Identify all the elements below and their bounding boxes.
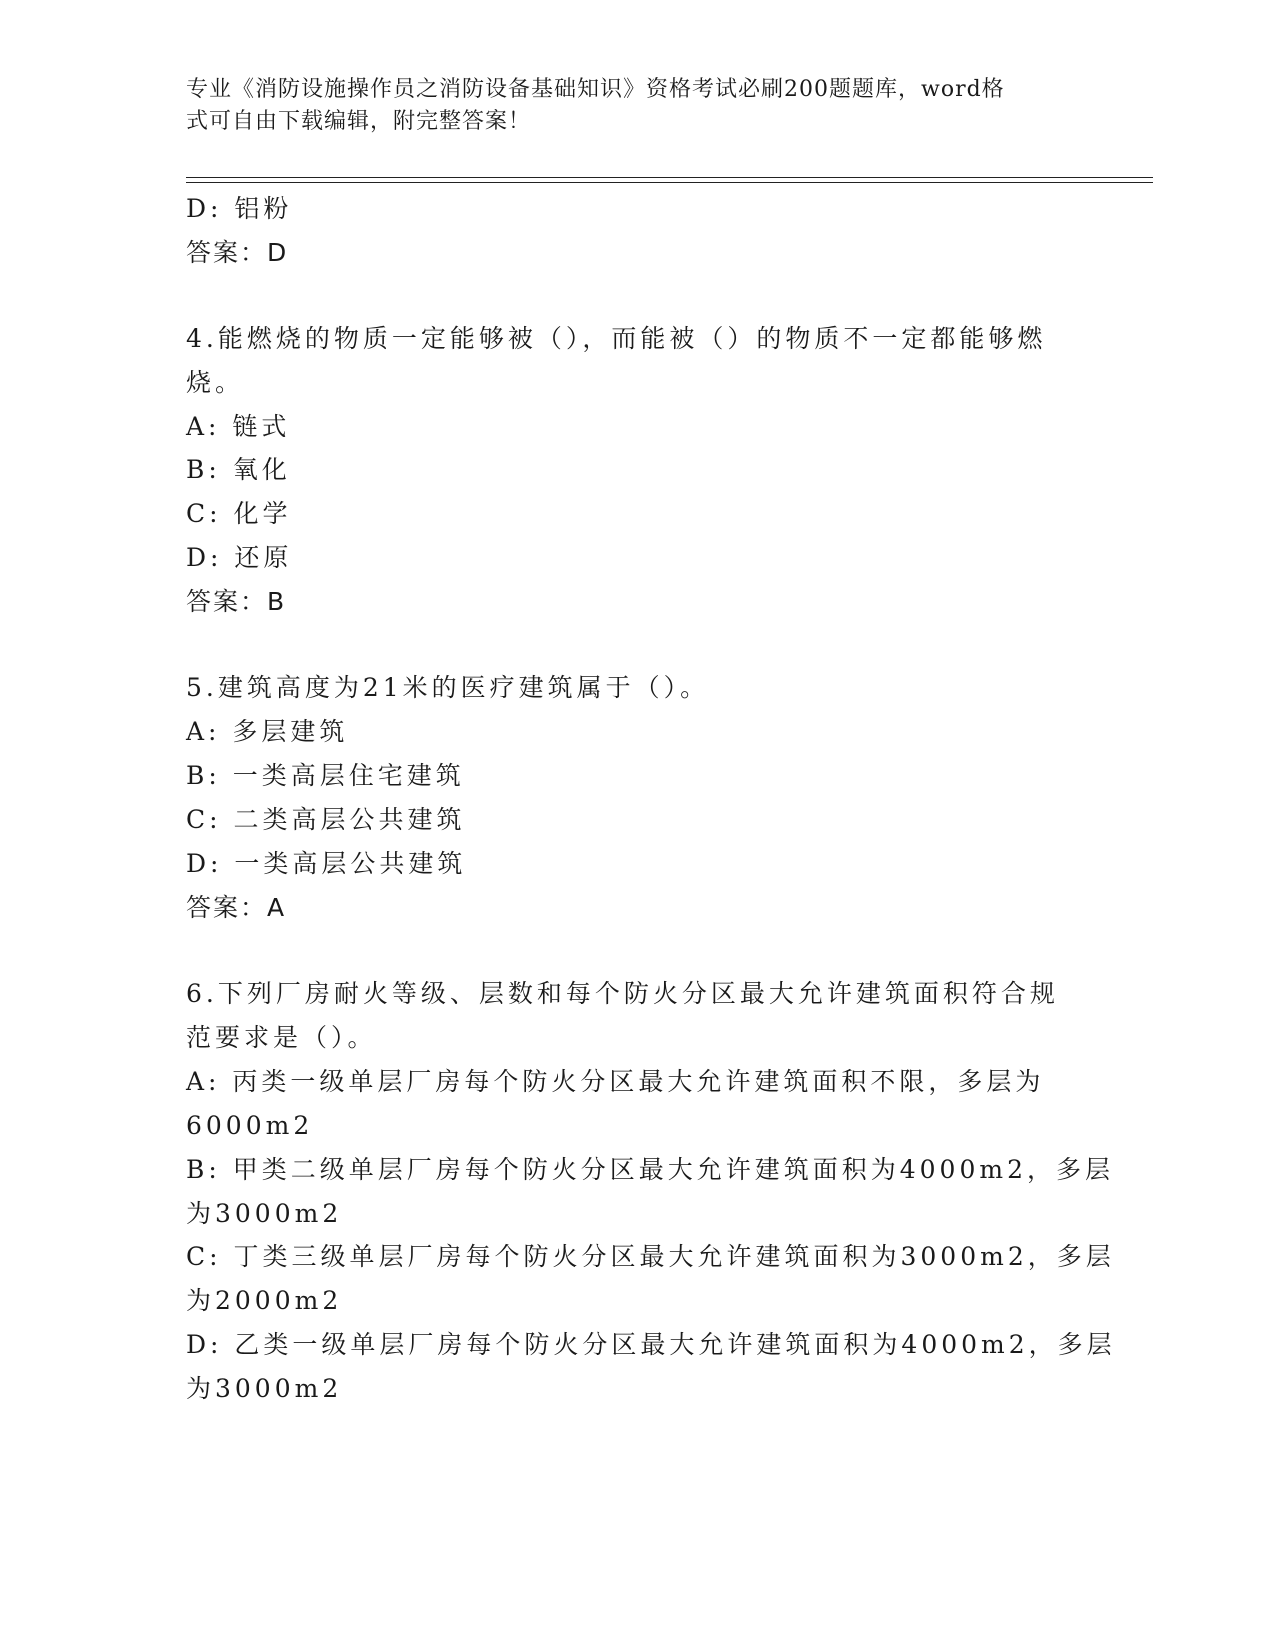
q6-option-c-line-1: C: 丁类三级单层厂房每个防火分区最大允许建筑面积为3000m2，多层: [186, 1242, 1115, 1271]
q4-stem-line-1: 4.能燃烧的物质一定能够被（），而能被（）的物质不一定都能够燃: [186, 324, 1047, 353]
q5-option-d: D: 一类高层公共建筑: [186, 849, 467, 878]
q5-option-b: B: 一类高层住宅建筑: [186, 761, 465, 790]
q4-option-d: D: 还原: [186, 543, 293, 572]
q6-option-d-line-1: D: 乙类一级单层厂房每个防火分区最大允许建筑面积为4000m2，多层: [186, 1330, 1116, 1359]
q3-answer: 答案：D: [186, 238, 289, 267]
header-line-1: 专业《消防设施操作员之消防设备基础知识》资格考试必刷200题题库，word格: [186, 77, 1005, 102]
q4-option-c: C: 化学: [186, 499, 292, 528]
q6-stem-line-2: 范要求是（）。: [186, 1023, 377, 1052]
document-header: [186, 74, 1066, 138]
q5-option-a: A: 多层建筑: [186, 717, 349, 746]
q4-option-a: A: 链式: [186, 412, 291, 441]
q4-stem-line-2: 烧。: [186, 368, 245, 397]
q6-option-a-line-2: 6000m2: [186, 1111, 314, 1140]
q5-stem: 5.建筑高度为21米的医疗建筑属于（）。: [186, 673, 710, 702]
header-line-2: 式可自由下载编辑，附完整答案！: [186, 109, 532, 134]
q6-option-d-line-2: 为3000m2: [186, 1374, 343, 1403]
q3-option-d: D: 铝粉: [186, 194, 293, 223]
q4-option-b: B: 氧化: [186, 455, 291, 484]
q6-option-c-line-2: 为2000m2: [186, 1286, 343, 1315]
q6-option-b-line-2: 为3000m2: [186, 1199, 343, 1228]
header-divider-top: [186, 177, 1153, 178]
q5-answer: 答案：A: [186, 893, 287, 922]
q4-answer: 答案：B: [186, 587, 287, 616]
q6-option-a-line-1: A: 丙类一级单层厂房每个防火分区最大允许建筑面积不限，多层为: [186, 1067, 1045, 1096]
header-divider-bottom: [186, 182, 1153, 183]
q6-stem-line-1: 6.下列厂房耐火等级、层数和每个防火分区最大允许建筑面积符合规: [186, 979, 1059, 1008]
q5-option-c: C: 二类高层公共建筑: [186, 805, 466, 834]
q6-option-b-line-1: B: 甲类二级单层厂房每个防火分区最大允许建筑面积为4000m2，多层: [186, 1155, 1114, 1184]
